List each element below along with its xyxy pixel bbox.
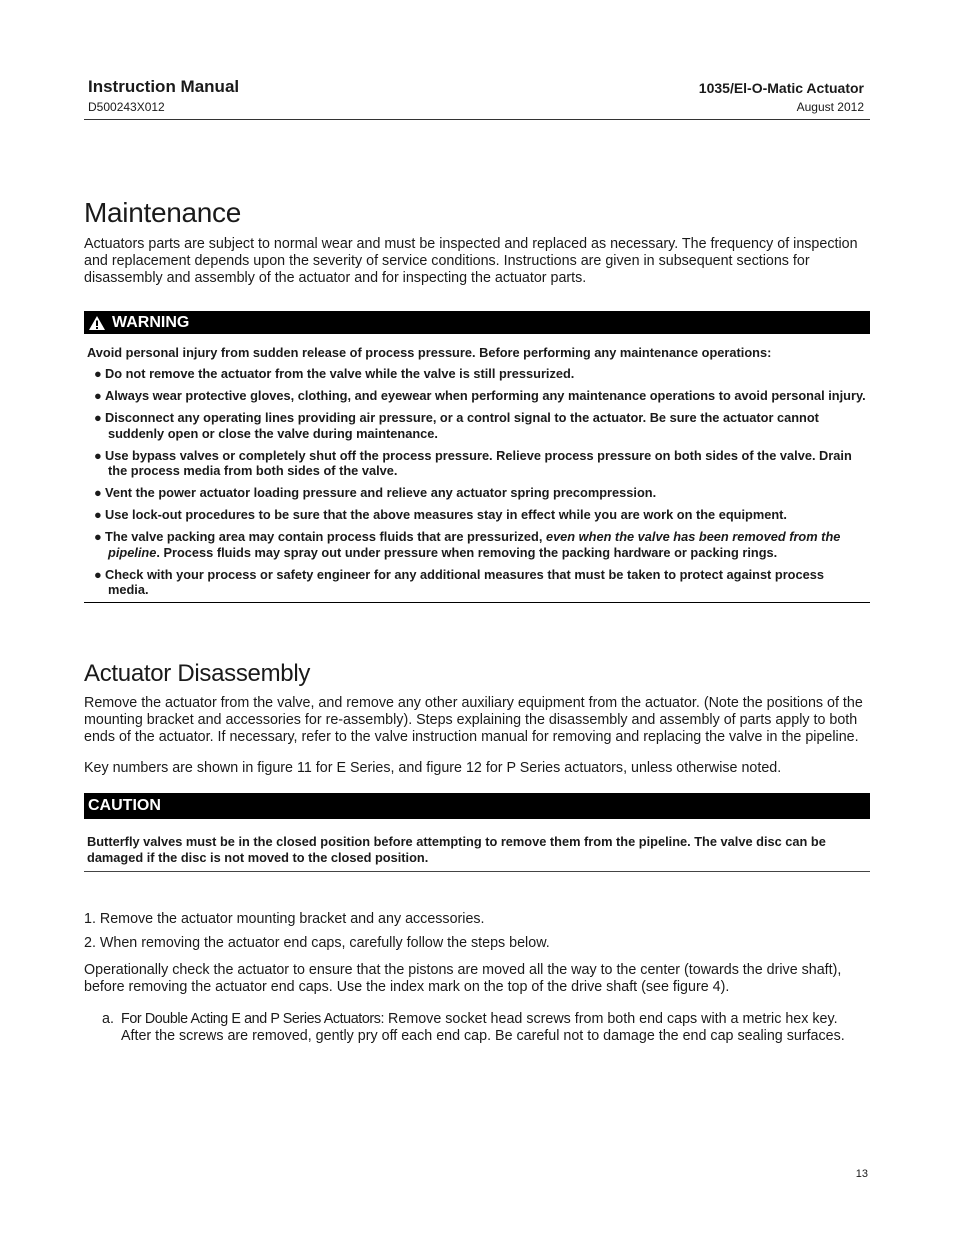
page-content	[84, 196, 870, 1045]
caution-text: Butterfly valves must be in the closed position before attempting to remove them from the pipeline. The valve disc can be damaged if the disc is not moved to the closed position.	[87, 833, 826, 865]
warning-triangle-icon	[88, 315, 106, 331]
product-title: 1035/El-O-Matic Actuator	[698, 80, 864, 96]
warning-lead: Avoid personal injury from sudden release of process pressure. Before performing any maintenance operations:	[87, 345, 772, 360]
caution-label: CAUTION	[88, 796, 161, 814]
substep-a	[84, 1011, 870, 1045]
step-item: 1. Remove the actuator mounting bracket and any accessories.	[84, 910, 485, 927]
warning-item: ● Use bypass valves or completely shut off the process pressure. Relieve process pressure on both sides of the valve. Drain the process media from both sides of the valve.	[94, 447, 852, 478]
manual-type: Instruction Manual	[88, 77, 240, 96]
disassembly-heading: Actuator Disassembly	[84, 659, 311, 687]
caution-bar	[84, 793, 870, 819]
disassembly-para-2: Key numbers are shown in figure 11 for E Series, and figure 12 for P Series actuators, unless otherwise noted.	[84, 759, 782, 776]
warning-item: ● Check with your process or safety engineer for any additional measures that must be taken to protect against process media.	[94, 566, 824, 597]
warning-label: WARNING	[112, 314, 190, 331]
warning-box	[84, 311, 870, 603]
caution-body	[84, 819, 870, 871]
header-left	[88, 76, 239, 116]
warning-list	[87, 366, 867, 598]
page-number: 13	[855, 1168, 868, 1180]
warning-item: ● Use lock-out procedures to be sure that the above measures stay in effect while you are work on the equipment.	[94, 507, 787, 522]
substep-lead: For Double Acting E and P Series Actuators:	[121, 1010, 385, 1027]
warning-item: ● Always wear protective gloves, clothing, and eyewear when performing any maintenance operations to avoid personal injury.	[94, 388, 866, 403]
warning-item: ● Vent the power actuator loading pressure and relieve any actuator spring precompression.	[94, 485, 657, 500]
warning-bar	[84, 311, 870, 334]
header-right	[699, 78, 864, 116]
disassembly-para-1: Remove the actuator from the valve, and remove any other auxiliary equipment from the actuator. (Note the positions of the mounting bracket and accessories for re-assembly). Steps explaining the disassembly and assembly of parts apply to both ends of the actuator. If necessary, refer to the valve instruction manual for removing and replacing the valve in the pipeline.	[84, 694, 863, 745]
warning-item: ● Disconnect any operating lines providing air pressure, or a control signal to the actuator. Be sure the actuator cannot suddenly open or close the valve during maintenance.	[94, 410, 819, 441]
document-number: D500243X012	[88, 100, 165, 114]
caution-box	[84, 793, 870, 872]
header-divider	[84, 119, 870, 120]
step-item: 2. When removing the actuator end caps, carefully follow the steps below.	[84, 934, 550, 951]
publication-date: August 2012	[796, 100, 864, 114]
steps-list	[84, 911, 870, 952]
maintenance-intro: Actuators parts are subject to normal wear and must be inspected and replaced as necessary. The frequency of inspection and replacement depends upon the severity of service conditions. Instructions are given in subsequent sections for disassembly and assembly of the actuator and for inspecting the actuator parts.	[84, 236, 858, 286]
warning-item: ● The valve packing area may contain process fluids that are pressurized, even when the valve has been removed from the pipeline. Process fluids may spray out under pressure when removing the packing hardware or packing rings.	[94, 529, 841, 560]
substep-text: Remove socket head screws from both end caps with a metric hex key. After the screws are removed, gently pry off each end cap. Be careful not to damage the end cap sealing surfaces.	[121, 1010, 845, 1044]
check-paragraph: Operationally check the actuator to ensure that the pistons are moved all the way to the center (towards the drive shaft), before removing the actuator end caps. Use the index mark on the top of the drive shaft (see figure 4).	[84, 961, 842, 995]
warning-body	[84, 334, 870, 598]
warning-item: ● Do not remove the actuator from the valve while the valve is still pressurized.	[94, 366, 575, 381]
maintenance-heading: Maintenance	[84, 197, 242, 228]
substep-label: a.	[102, 1010, 114, 1027]
